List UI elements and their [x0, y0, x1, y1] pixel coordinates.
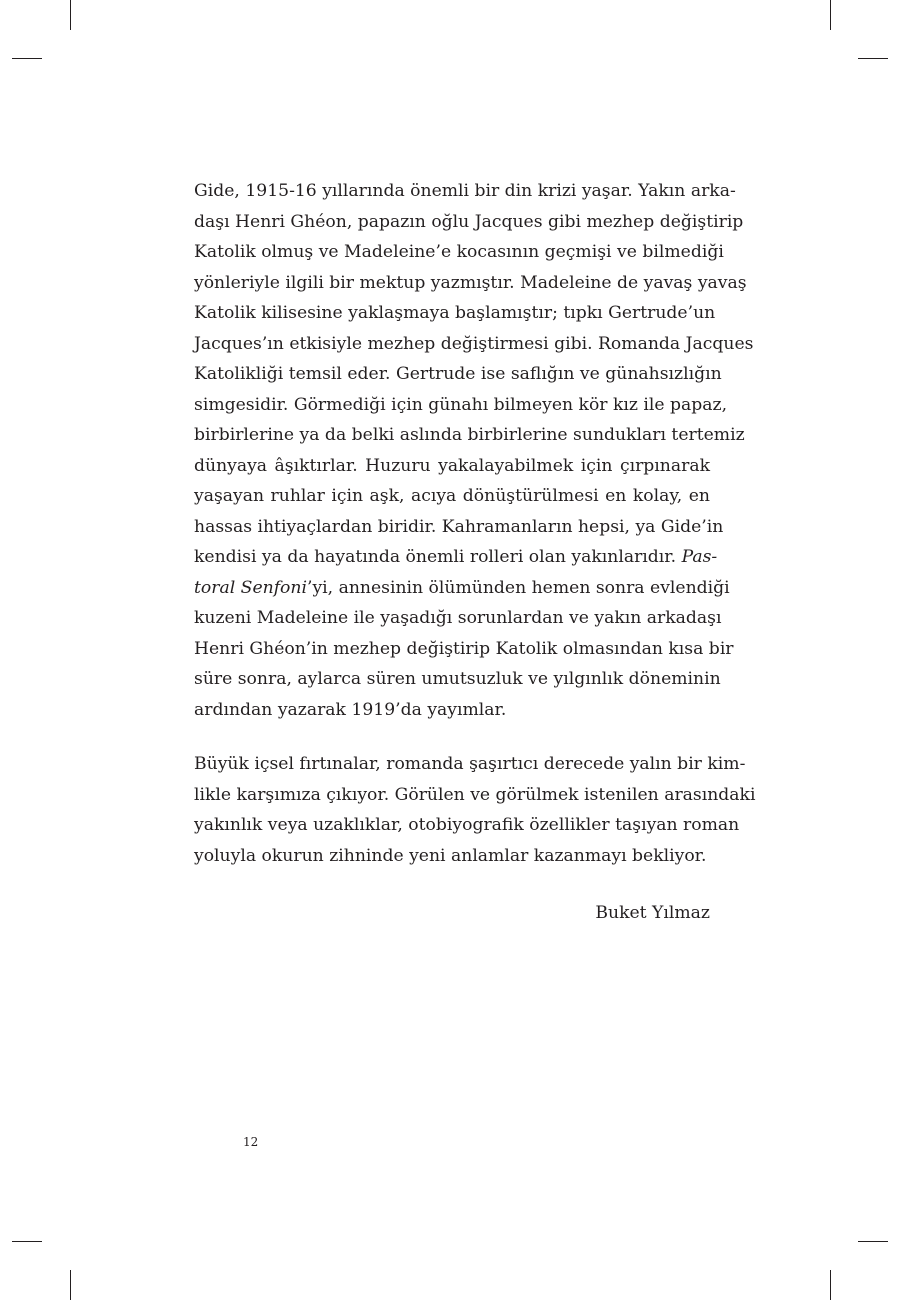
text-line: Henri Ghéon’in mezhep değiştirip Katolik olmasından kısa bir: [194, 638, 734, 659]
crop-mark-top-left: [70, 0, 71, 30]
paragraph-2: [194, 749, 756, 871]
crop-mark-left-bottom: [12, 1241, 42, 1242]
text-line: hassas ihtiyaçlardan biridir. Kahramanların hepsi, ya Gide’in: [194, 516, 724, 537]
crop-mark-left-top: [12, 58, 42, 59]
text-line: simgesidir. Görmediği için günahı bilmeyen kör kız ile papaz,: [194, 394, 728, 415]
text-line-prefix: kendisi ya da hayatında önemli rolleri olan yakınlarıdır.: [194, 547, 682, 567]
text-line: yönleriyle ilgili bir mektup yazmıştır. Madeleine de yavaş yavaş: [194, 272, 747, 293]
text-line: Katolik kilisesine yaklaşmaya başlamıştır; tıpkı Gertrude’un: [194, 303, 716, 323]
text-line: dünyaya âşıktırlar. Huzuru yakalayabilmek için çırpınarak: [194, 455, 710, 476]
text-line: [194, 542, 718, 573]
crop-mark-right-top: [858, 58, 888, 59]
text-line: birbirlerine ya da belki aslında birbirlerine sundukları tertemiz: [194, 425, 745, 445]
text-line: Büyük içsel fırtınalar, romanda şaşırtıcı derecede yalın bir kim-: [194, 754, 746, 774]
text-line: Katolik olmuş ve Madeleine’e kocasının geçmişi ve bilmediği: [194, 242, 724, 262]
text-line: yakınlık veya uzaklıklar, otobiyografik özellikler taşıyan roman: [194, 815, 740, 835]
body-text: [194, 176, 756, 871]
text-line: Jacques’ın etkisiyle mezhep değiştirmesi gibi. Romanda Jacques: [194, 333, 754, 354]
page-number: 12: [243, 1135, 259, 1149]
text-line: likle karşımıza çıkıyor. Görülen ve görülmek istenilen arasındaki: [194, 784, 756, 805]
text-line: daşı Henri Ghéon, papazın oğlu Jacques gibi mezhep değiştirip: [194, 211, 744, 232]
text-line: yoluyla okurun zihninde yeni anlamlar kazanmayı bekliyor.: [194, 845, 707, 866]
book-title-italic: toral Senfoni: [194, 577, 307, 598]
text-line: Gide, 1915-16 yıllarında önemli bir din krizi yaşar. Yakın arka-: [194, 181, 736, 201]
book-title-italic: Pas-: [681, 547, 718, 567]
text-line: [194, 573, 730, 604]
crop-mark-top-right: [830, 0, 831, 30]
text-line-suffix: ’yi, annesinin ölümünden hemen sonra evlendiği: [306, 577, 730, 598]
text-line: kuzeni Madeleine ile yaşadığı sorunlardan ve yakın arkadaşı: [194, 608, 722, 628]
text-line: ardından yazarak 1919’da yayımlar.: [194, 699, 507, 720]
crop-mark-right-bottom: [858, 1241, 888, 1242]
paragraph-1: [194, 176, 754, 725]
text-line: süre sonra, aylarca süren umutsuzluk ve yılgınlık döneminin: [194, 669, 721, 689]
author-signature: Buket Yılmaz: [595, 903, 710, 923]
crop-mark-bottom-right: [830, 1270, 831, 1300]
crop-mark-bottom-left: [70, 1270, 71, 1300]
text-line: Katolikliği temsil eder. Gertrude ise saflığın ve günahsızlığın: [194, 364, 722, 384]
text-line: yaşayan ruhlar için aşk, acıya dönüştürülmesi en kolay, en: [194, 486, 710, 506]
